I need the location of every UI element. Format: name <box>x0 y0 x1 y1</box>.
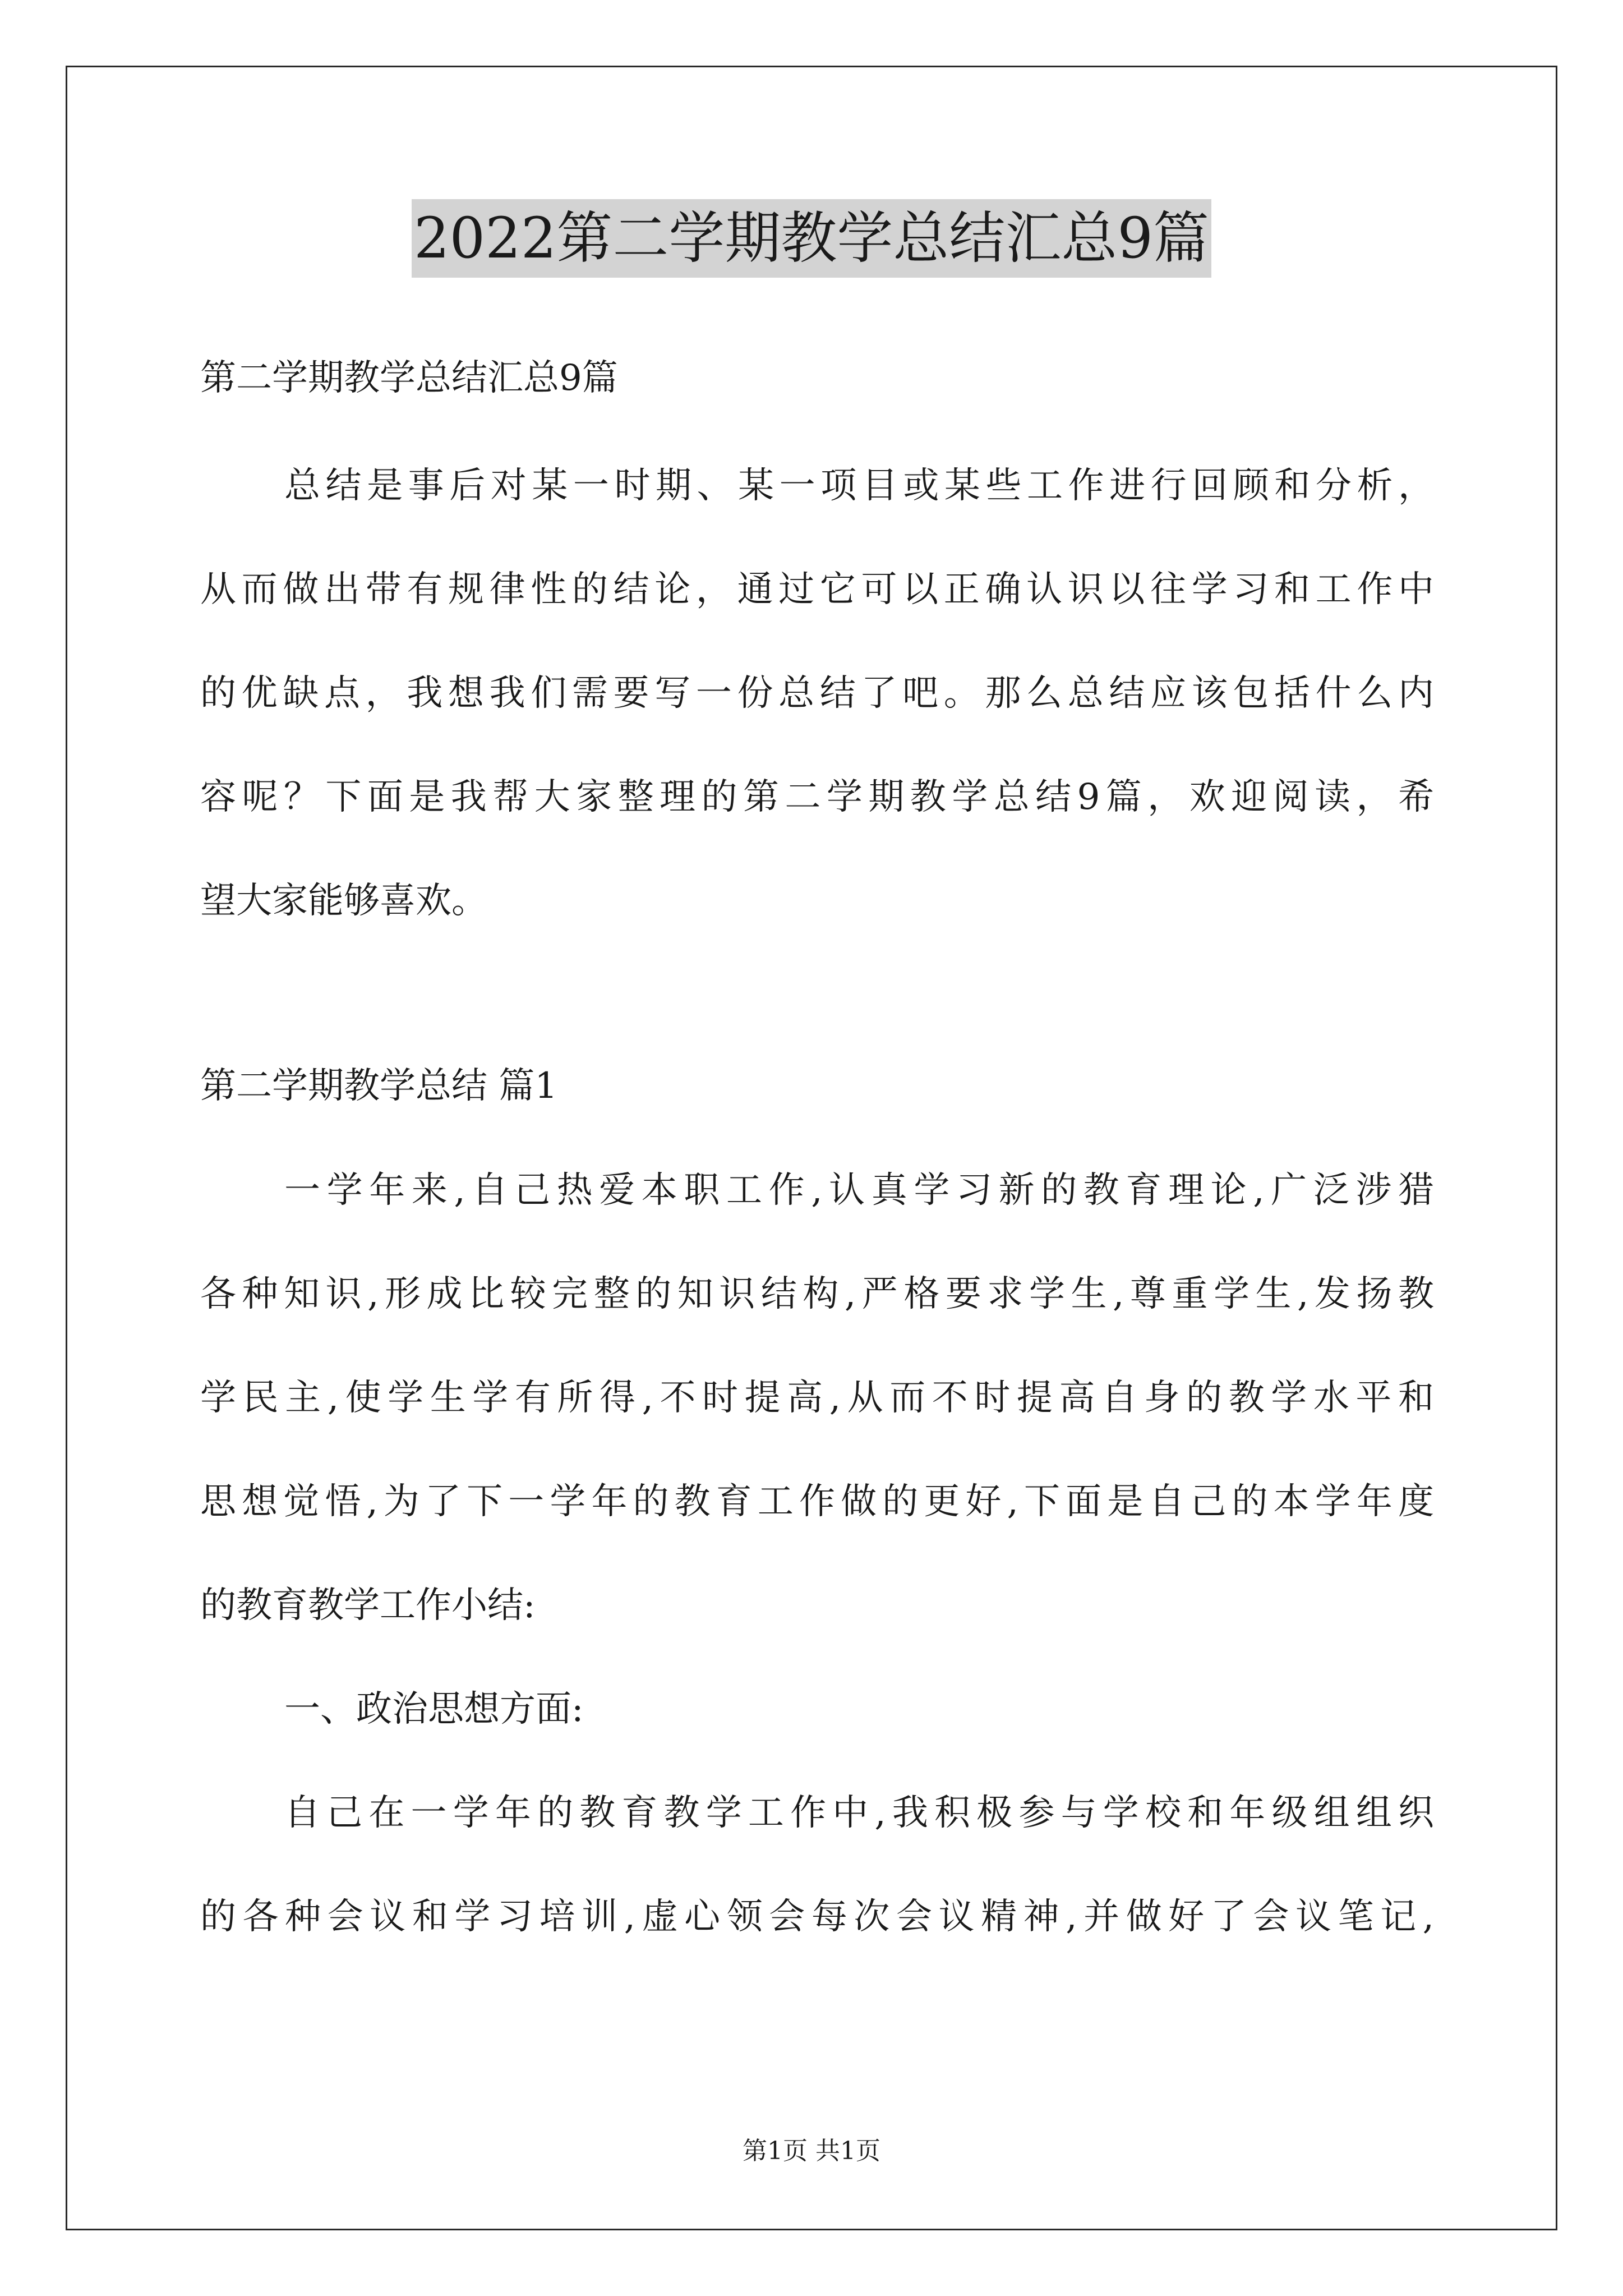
document-title: 2022第二学期教学总结汇总9篇 <box>412 199 1211 278</box>
paragraph-line: 自己在一学年的教育教学工作中,我积极参与学校和年级组组织 <box>284 1792 1434 1834</box>
subheading: 一、政治思想方面: <box>284 1688 584 1730</box>
section-line: 思想觉悟,为了下一学年的教育工作做的更好,下面是自己的本学年度 <box>200 1481 1434 1522</box>
intro-line: 望大家能够喜欢。 <box>200 880 487 922</box>
intro-line: 总结是事后对某一时期、某一项目或某些工作进行回顾和分析， <box>284 465 1434 507</box>
intro-line: 容呢？下面是我帮大家整理的第二学期教学总结9篇，欢迎阅读，希 <box>200 776 1434 818</box>
section-line: 的教育教学工作小结: <box>200 1585 536 1626</box>
section-line: 学民主,使学生学有所得,不时提高,从而不时提高自身的教学水平和 <box>200 1377 1434 1419</box>
intro-line: 从而做出带有规律性的结论，通过它可以正确认识以往学习和工作中 <box>200 569 1434 610</box>
subtitle: 第二学期教学总结汇总9篇 <box>200 357 618 399</box>
intro-line: 的优缺点，我想我们需要写一份总结了吧。那么总结应该包括什么内 <box>200 673 1434 714</box>
paragraph-line: 的各种会议和学习培训,虚心领会每次会议精神,并做好了会议笔记, <box>200 1896 1434 1938</box>
section-line: 一学年来,自己热爱本职工作,认真学习新的教育理论,广泛涉猎 <box>284 1170 1434 1211</box>
section-heading: 第二学期教学总结 篇1 <box>200 1065 558 1107</box>
section-line: 各种知识,形成比较完整的知识结构,严格要求学生,尊重学生,发扬教 <box>200 1273 1434 1315</box>
page-footer: 第1页 共1页 <box>743 2137 880 2165</box>
title-container <box>0 199 1623 278</box>
